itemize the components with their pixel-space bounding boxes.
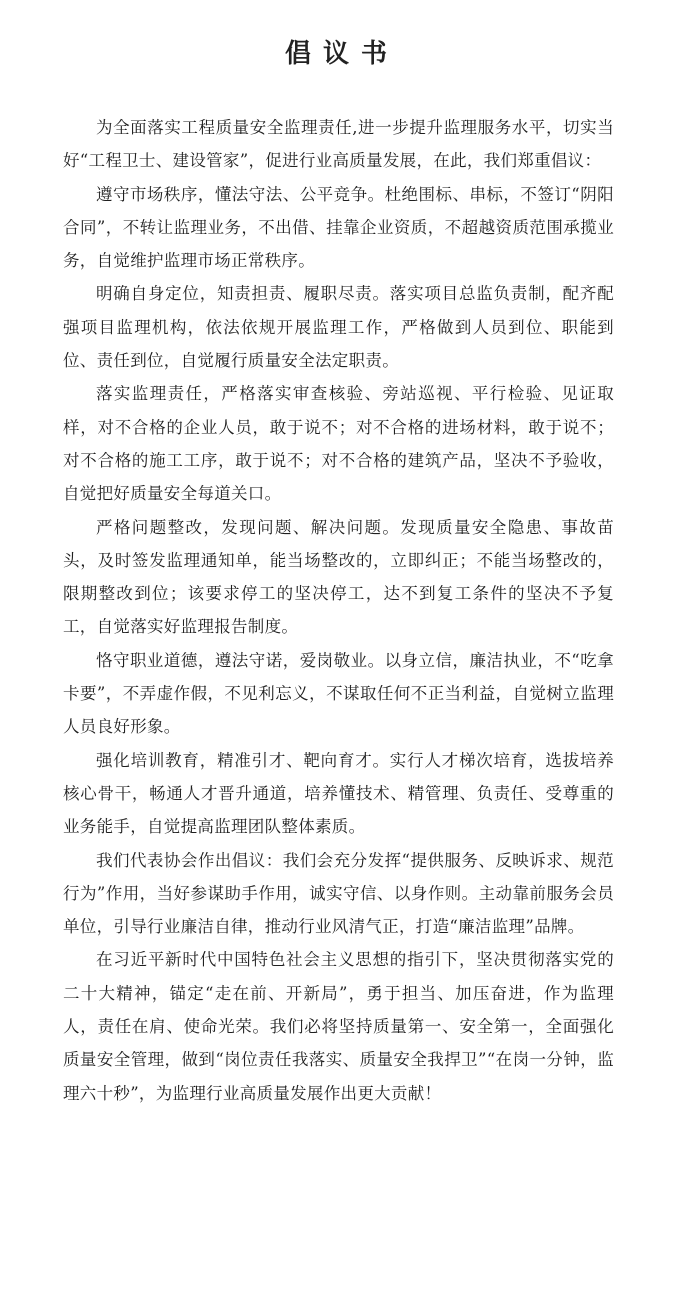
paragraph-training: 强化培训教育，精准引才、靶向育才。实行人才梯次培育，选拔培养核心骨干，畅通人才晋升通道，培养懂技术、精管理、负责任、受尊重的业务能手，自觉提高监理团队整体素质。 (63, 750, 614, 837)
paragraph-positioning: 明确自身定位，知责担责、履职尽责。落实项目总监负责制，配齐配强项目监理机构，依法依规开展监理工作，严格做到人员到位、职能到位、责任到位，自觉履行质量安全法定职责。 (63, 284, 614, 371)
paragraph-ethics: 恪守职业道德，遵法守诺，爱岗敬业。以身立信，廉洁执业，不“吃拿卡要”，不弄虚作假，不见利忘义，不谋取任何不正当利益，自觉树立监理人员良好形象。 (63, 650, 614, 737)
paragraph-association: 我们代表协会作出倡议：我们会充分发挥“提供服务、反映诉求、规范行为”作用，当好参谋助手作用，诚实守信、以身作则。主动靠前服务会员单位，引导行业廉洁自律，推动行业风清气正，打造“廉洁监理”品牌。 (63, 850, 614, 937)
paragraph-market-order: 遵守市场秩序，懂法守法、公平竞争。杜绝围标、串标，不签订“阴阳合同”，不转让监理业务，不出借、挂靠企业资质，不超越资质范围承揽业务，自觉维护监理市场正常秩序。 (63, 184, 614, 271)
paragraph-intro: 为全面落实工程质量安全监理责任,进一步提升监理服务水平，切实当好“工程卫士、建设管家”，促进行业高质量发展，在此，我们郑重倡议： (63, 118, 614, 171)
document-body (63, 111, 614, 1110)
paragraph-responsibility: 落实监理责任，严格落实审查核验、旁站巡视、平行检验、见证取样，对不合格的企业人员，敢于说不；对不合格的进场材料，敢于说不；对不合格的施工工序，敢于说不；对不合格的建筑产品，坚决不予验收，自觉把好质量安全每道关口。 (63, 384, 614, 504)
paragraph-conclusion: 在习近平新时代中国特色社会主义思想的指引下，坚决贯彻落实党的二十大精神，锚定“走在前、开新局”，勇于担当、加压奋进，作为监理人，责任在肩、使命光荣。我们必将坚持质量第一、安全第一，全面强化质量安全管理，做到“岗位责任我落实、质量安全我捍卫”“在岗一分钟，监理六十秒”，为监理行业高质量发展作出更大贡献！ (63, 950, 614, 1103)
document-title: 倡议书 (284, 39, 399, 69)
paragraph-rectification: 严格问题整改，发现问题、解决问题。发现质量安全隐患、事故苗头，及时签发监理通知单，能当场整改的，立即纠正；不能当场整改的，限期整改到位；该要求停工的坚决停工，达不到复工条件的坚决不予复工，自觉落实好监理报告制度。 (63, 517, 614, 637)
